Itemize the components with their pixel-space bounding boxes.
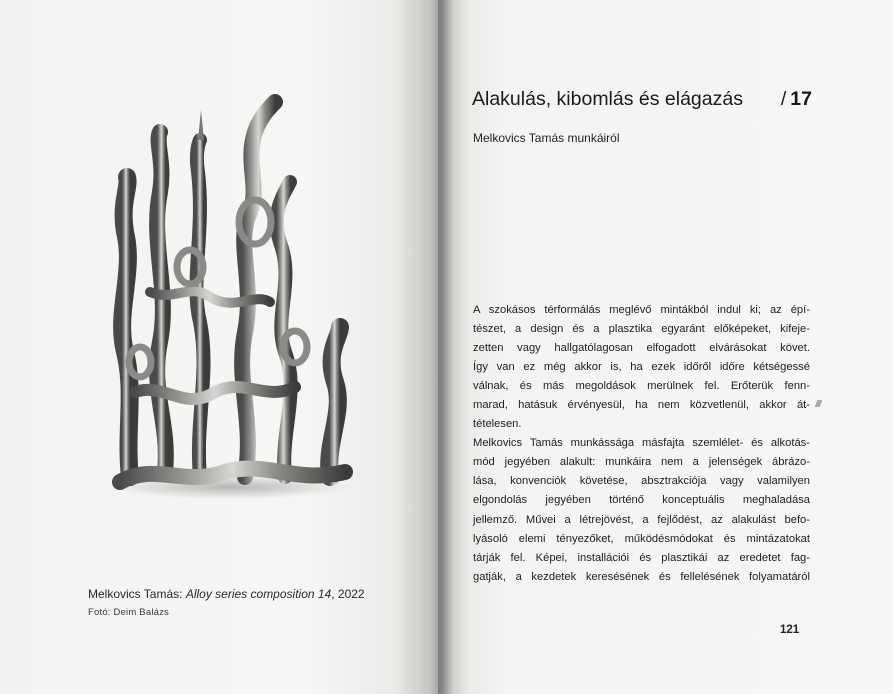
body-line: jellemző. Művei a létrejövést, a fejlődést, az alakulást befo- [473,513,810,526]
caption-year: , 2022 [331,587,365,601]
body-line: válnak, és más megoldások merülnek fel. Erőterük fenn- [473,380,810,393]
caption-title: Alloy series composition 14 [185,587,332,601]
sculpture-photo [95,92,365,502]
caption-author: Melkovics Tamás: [88,587,183,601]
body-line: lyásoló elemi tényezőket, működésmódokat és mintázatokat [473,532,810,545]
chapter-number: 17 [790,88,812,110]
body-line: marad, hatásuk érvényesül, ha nem közvetlenül, akkor át- [473,399,810,412]
body-line: gatják, a kezdetek keresésének és fellelésének folyamatáról [473,570,810,583]
body-text [473,301,810,587]
chapter-subtitle: Melkovics Tamás munkáiról [473,131,620,145]
gutter-shadow [430,0,452,694]
body-line: A szokásos térformálás meglévő mintákból indul ki; az épí- [473,304,810,316]
body-line: Melkovics Tamás munkássága másfajta szemlélet- és alkotás- [473,437,810,450]
body-line: zetten vagy hallgatólagosan elfogadott elvárásokat követ. [473,342,810,355]
body-line: Így van ez még akkor is, ha ezek időről időre kétségessé [473,361,810,374]
body-line: tételesen. [473,418,522,431]
chapter-slash: / [780,88,787,110]
photo-credit: Fotó: Deim Balázs [88,607,170,618]
body-line: elgondolás jegyében történő konceptuális meghaladása [473,494,810,507]
body-line: mód jegyében alakult: munkáira nem a jelenségek ábrázo- [473,456,810,469]
body-line: tészet, a design és a plasztika egyaránt előképeket, kifeje- [473,323,810,336]
body-line: lása, konvenciók követése, absztrakciója vagy valamilyen [473,475,810,488]
chapter-title: Alakulás, kibomlás és elágazás [472,88,743,110]
left-page [0,0,438,694]
figure-caption [88,587,365,601]
body-line: tárják fel. Képei, installációi és plasztikái az eredetet fag- [473,551,810,564]
chapter-number-block [781,88,812,111]
page-number: 121 [780,624,800,636]
chapter-heading [472,88,812,111]
